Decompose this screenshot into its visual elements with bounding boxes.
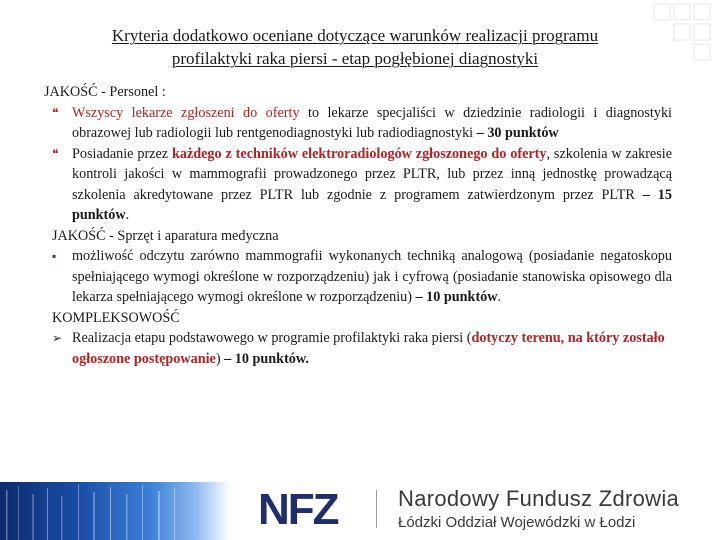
list-item-text — [72, 103, 672, 144]
body-text: to lekarze specjaliści w dziedzinie radiologii i diagnostyki obrazowej lub radiologii lub rentgenodiagnostyki lub radiodiagnostyki — [72, 104, 672, 141]
quote-bullet-icon: ❝ — [52, 105, 59, 120]
body-text: . — [125, 207, 130, 223]
points-text: – 10 punktów. — [224, 350, 309, 367]
list-item-text — [72, 246, 672, 308]
list-item-personnel-1 — [52, 103, 672, 144]
body-text: Realizacja etapu podstawowego w programie profilaktyki raka piersi ( — [72, 330, 472, 346]
arrow-bullet-icon: ➢ — [52, 331, 63, 345]
points-text: – 10 punktów — [415, 289, 498, 305]
highlight-text: Wszyscy lekarze zgłoszeni do oferty — [72, 104, 300, 121]
title-line-2: profilaktyki raka piersi - etap pogłębionej diagnostyki — [171, 49, 539, 68]
list-item-text — [72, 144, 672, 226]
footer-divider — [376, 490, 377, 528]
slide-content — [44, 82, 672, 369]
organization-branch: Łódzki Oddział Wojewódzki w Łodzi — [398, 514, 636, 531]
square-bullet-icon: ▪ — [52, 249, 57, 263]
list-item-equipment-1 — [52, 246, 672, 308]
slide-title — [30, 24, 680, 70]
nfz-logo — [258, 484, 354, 532]
body-text: , szkolenia w zakresie kontroli jakości w mammografii prowadzonego przez PLTR, lub przez inną jednostkę prowadzącą szkolenia akredytowane przez PLTR lub zgodnie z programem zatwierdzonym przez PLTR — [72, 145, 672, 203]
body-text: . — [497, 289, 502, 305]
section-heading-equipment: JAKOŚĆ - Sprzęt i aparatura medyczna — [52, 227, 279, 244]
points-text: – 30 punktów — [476, 125, 559, 141]
highlight-text: dotyczy terenu, na który zostało ogłoszone postępowanie — [72, 330, 665, 367]
title-line-1: Kryteria dodatkowo oceniane dotyczące warunków realizacji programu — [111, 26, 599, 45]
body-text: możliwość odczytu zarówno mammografii wykonanych techniką analogową (posiadanie negatoskopu spełniającego wymogi określone w rozporządzeniu) jak i cyfrową (posiadanie stanowiska opisowego dla lekarza spełniającego wymogi określone w rozporządzeniu) — [72, 248, 672, 305]
quote-bullet-icon: ❝ — [52, 146, 59, 161]
highlight-text: każdego z techników elektroradiologów zgłoszonego do oferty — [171, 145, 547, 162]
section-heading-personnel: JAKOŚĆ - Personel : — [44, 84, 166, 100]
body-text: ) — [215, 350, 225, 367]
body-text: Posiadanie przez — [72, 145, 172, 162]
nfz-logo-text: NFZ — [258, 485, 338, 532]
list-item-text — [72, 328, 672, 369]
light-streaks-decoration — [0, 482, 230, 540]
points-text: – 15 punktów — [72, 186, 672, 223]
organization-name: Narodowy Fundusz Zdrowia — [398, 486, 680, 511]
section-heading-comprehensiveness: KOMPLEKSOWOŚĆ — [52, 309, 180, 326]
list-item-personnel-2 — [52, 144, 672, 226]
list-item-comprehensiveness-1 — [52, 328, 672, 369]
footer-light-stripe — [0, 482, 230, 540]
